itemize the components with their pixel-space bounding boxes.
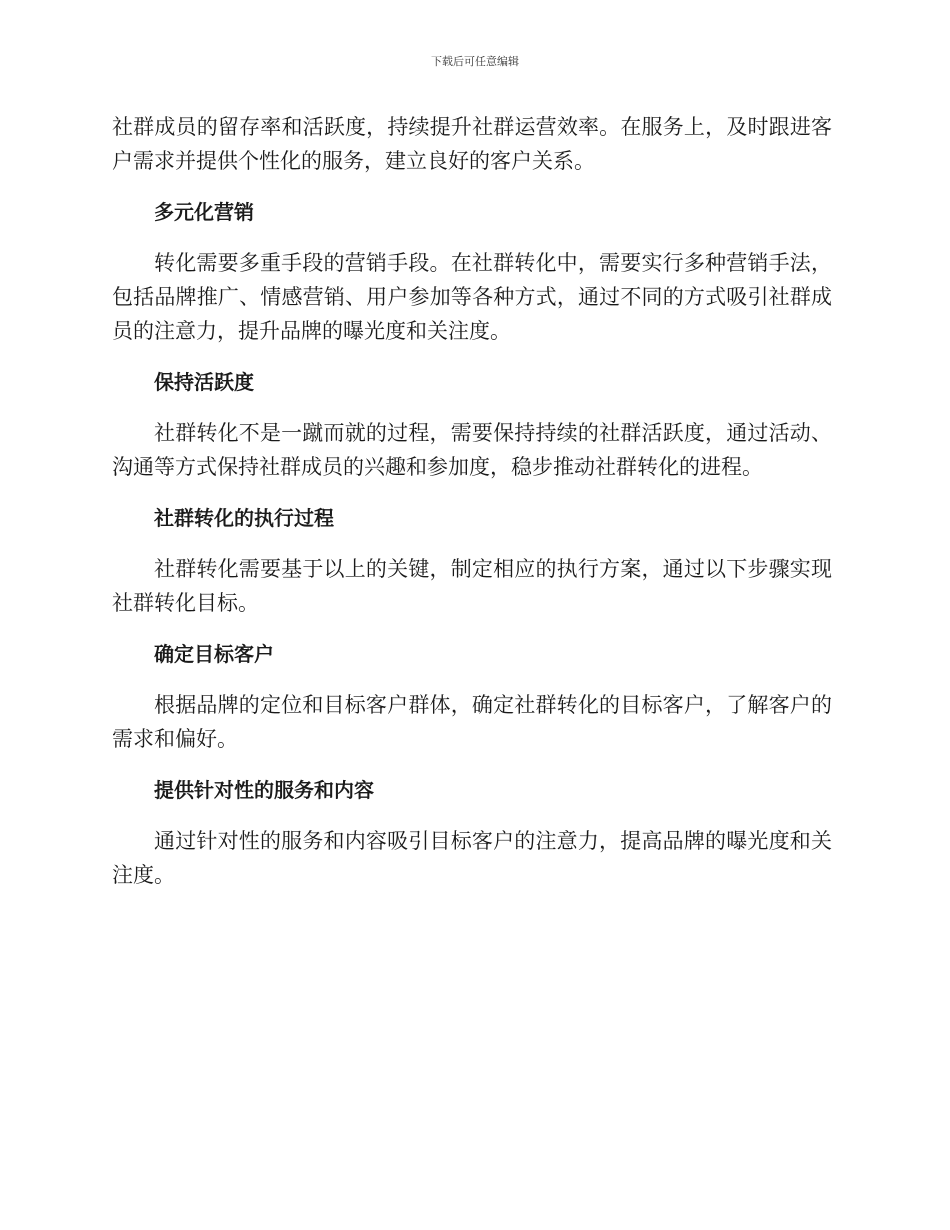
heading-execution-process: 社群转化的执行过程 bbox=[154, 506, 334, 530]
heading-diversified-marketing: 多元化营销 bbox=[154, 200, 254, 224]
intro-paragraph: 社群成员的留存率和活跃度，持续提升社群运营效率。在服务上，及时跟进客户需求并提供个性化的服务，建立良好的客户关系。 bbox=[112, 115, 832, 173]
heading-target-customers: 确定目标客户 bbox=[154, 642, 274, 666]
paragraph-diversified-marketing: 转化需要多重手段的营销手段。在社群转化中，需要实行多种营销手法，包括品牌推广、情感营销、用户参加等各种方式，通过不同的方式吸引社群成员的注意力，提升品牌的曝光度和关注度。 bbox=[112, 251, 832, 343]
page-header: 下载后可任意编辑 bbox=[431, 55, 519, 68]
document-body bbox=[112, 110, 832, 892]
paragraph-execution-process: 社群转化需要基于以上的关键，制定相应的执行方案，通过以下步骤实现社群转化目标。 bbox=[112, 557, 832, 615]
heading-targeted-services: 提供针对性的服务和内容 bbox=[154, 778, 374, 802]
paragraph-target-customers: 根据品牌的定位和目标客户群体，确定社群转化的目标客户，了解客户的需求和偏好。 bbox=[112, 693, 832, 751]
paragraph-targeted-services: 通过针对性的服务和内容吸引目标客户的注意力，提高品牌的曝光度和关注度。 bbox=[112, 829, 832, 887]
heading-keep-active: 保持活跃度 bbox=[154, 370, 254, 394]
paragraph-keep-active: 社群转化不是一蹴而就的过程，需要保持持续的社群活跃度，通过活动、沟通等方式保持社群成员的兴趣和参加度，稳步推动社群转化的进程。 bbox=[112, 421, 832, 479]
